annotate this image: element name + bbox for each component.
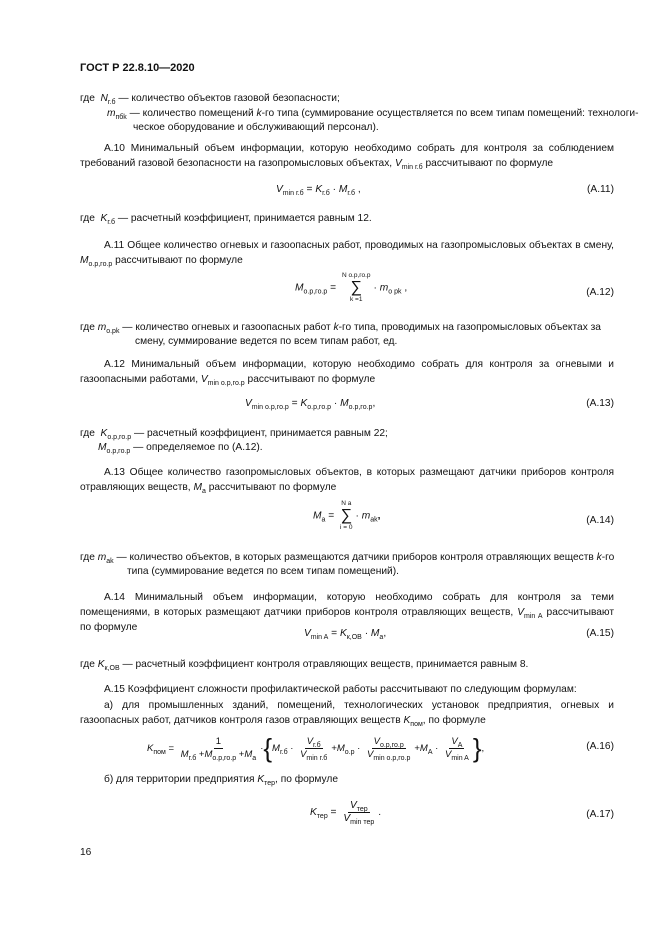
formula-a11: $V_{min г.б} = K_{г.б} \cdot M_{г.б}$ , xyxy=(276,184,361,198)
definition-m-pbk-cont: ческое оборудование и обслуживающий персонал). xyxy=(133,122,379,133)
definition-m-or: $M_{о.р,го.р}$ — определяемое по (А.12). xyxy=(98,442,263,456)
formula-number-a11: (А.11) xyxy=(587,184,614,195)
summation-sign: N о.р,го.р ∑ k =1 xyxy=(341,272,371,303)
paragraph-a10: А.10 Минимальный объем информации, которую необходимо собрать для контроля за соблюдением требований газовой безопасности на газопромысловых объектах, $V_{min г.б}$ рассчитывают по формуле xyxy=(80,143,614,172)
definition-m-pbk: $m_{пбk}$ — количество помещений k-го типа (суммирование осуществляется по всем типам помещений: технологи- xyxy=(107,108,639,122)
page-number: 16 xyxy=(80,847,92,858)
paragraph-a14: А.14 Минимальный объем информации, которую необходимо собрать для контроля за теми помещениями, в которых размещают датчики приборов контроля отравляющих веществ, $V_{min A}$ рассчитывают по формуле xyxy=(80,592,614,633)
formula-number-a12: (А.12) xyxy=(586,287,614,298)
formula-number-a14: (А.14) xyxy=(586,515,614,526)
paragraph-a15-b: б) для территории предприятия $K_{тер}$, по формуле xyxy=(104,774,339,788)
definition-m-ak: где $m_{ak}$ — количество объектов, в которых размещаются датчики приборов контроля отравляющих веществ k-го xyxy=(80,552,615,566)
paragraph-a15-intro: А.15 Коэффициент сложности профилактической работы рассчитывают по следующим формулам: xyxy=(104,684,577,695)
definition-m-ork: где $m_{о.рk}$ — количество огневых и газоопасных работ k-го типа, проводимых на газопромысловых объектах за xyxy=(80,322,601,336)
definition-n-gb: где $N_{г.б}$ — количество объектов газовой безопасности; xyxy=(80,93,340,107)
paragraph-a11: А.11 Общее количество огневых и газоопасных работ, проводимых на газопромысловых объектах в смену, $M_{о.р,го.р}$ рассчитывают по формуле xyxy=(80,240,614,269)
formula-number-a17: (А.17) xyxy=(586,809,614,820)
formula-a13: $V_{min о.р,го.р} = K_{о.р,го.р} \cdot M_{о.р,го.р}$, xyxy=(245,398,376,412)
formula-a17: $K_{тер}$ = $\frac{V_{тер}}{V_{min тер}}$ . xyxy=(310,800,382,827)
definition-k-gb: где $K_{г.б}$ — расчетный коэффициент, принимается равным 12. xyxy=(80,213,372,227)
paragraph-a12: А.12 Минимальный объем информации, которую необходимо собрать для контроля за огневыми и газоопасными работами, $V_{min о.р,го.р}$ рассчитывают по формуле xyxy=(80,359,614,388)
paragraph-a15-a: а) для промышленных зданий, помещений, технологических установок предприятия, огневых и газоопасных работ, датчиков контроля газов отравляющих веществ $K_{пом}$, по формуле xyxy=(80,700,614,729)
formula-number-a15: (А.15) xyxy=(586,628,614,639)
definition-k-kov: где $K_{к,ОВ}$ — расчетный коэффициент контроля отравляющих веществ, принимается равным 8. xyxy=(80,659,529,673)
formula-a16: $K_{пом}$ = $\frac{1}{M_{г.б} +M_{о.р,го.р} +M_a}$ $\cdot\{M_{г.б}$ · $\frac{V_{г.б}}{V_{min г.б}}$ $+M_{о.р}$ · $\frac{V_{о.р,го.р}}{V_{min о.р,го.р}}$ $+M_A$ · $\frac{V_A}{V_{min A}}$ }, xyxy=(147,733,485,763)
definition-m-ork-cont: смену, суммирование ведется по всем типам работ, ед. xyxy=(135,336,398,347)
document-header: ГОСТ Р 22.8.10—2020 xyxy=(80,62,195,74)
paragraph-a13: А.13 Общее количество газопромысловых объектов, в которых размещают датчики приборов контроля отравляющих веществ, $M_a$ рассчитывают по формуле xyxy=(80,467,614,496)
formula-a14: $M_a$ = N a ∑ i = 0 · $m_{ak}$, xyxy=(313,500,381,531)
summation-sign: N a ∑ i = 0 xyxy=(340,500,353,531)
definition-m-ak-cont: типа (суммирование ведется по всем типам помещений). xyxy=(127,566,399,577)
formula-number-a16: (А.16) xyxy=(586,741,614,752)
formula-number-a13: (А.13) xyxy=(586,398,614,409)
formula-a15: $V_{min A} = K_{к,ОВ} \cdot M_a$, xyxy=(304,628,387,642)
formula-a12: $M_{о.р,го.р}$ = N о.р,го.р ∑ k =1 · $m_{о рk}$ , xyxy=(295,272,408,303)
definition-k-or: где $K_{о.р,го.р}$ — расчетный коэффициент, принимается равным 22; xyxy=(80,428,388,442)
